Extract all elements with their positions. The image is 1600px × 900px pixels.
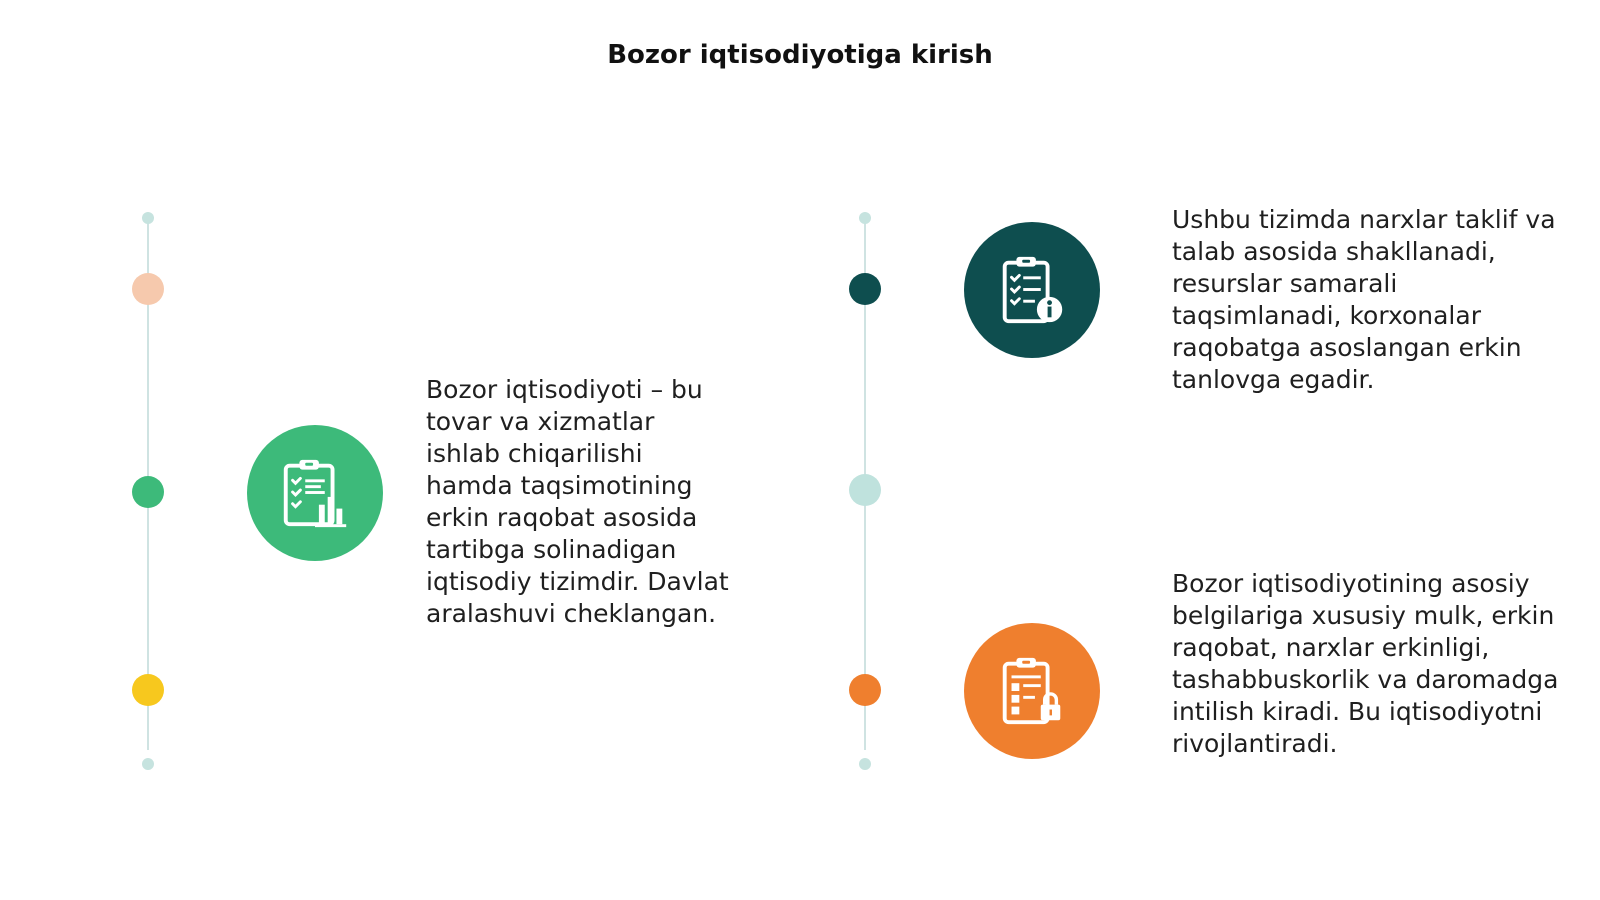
clipboard-chart-icon <box>247 425 383 561</box>
timeline-dot-mint <box>849 474 881 506</box>
timeline-dot-green <box>132 476 164 508</box>
timeline-dot-teal <box>849 273 881 305</box>
clipboard-info-icon <box>964 222 1100 358</box>
clipboard-lock-icon-graphic <box>993 652 1071 730</box>
clipboard-lock-icon <box>964 623 1100 759</box>
timeline-endpoint <box>859 212 871 224</box>
timeline-dot-yellow <box>132 674 164 706</box>
timeline-dot-peach <box>132 273 164 305</box>
clipboard-chart-icon-graphic <box>276 454 354 532</box>
timeline-endpoint <box>859 758 871 770</box>
clipboard-info-icon-graphic <box>993 251 1071 329</box>
page-title: Bozor iqtisodiyotiga kirish <box>607 40 993 70</box>
features-paragraph: Bozor iqtisodiyotining asosiy belgilariga xususiy mulk, erkin raqobat, narxlar erkinligi, tashabbuskorlik va daromadga intilish kiradi. Bu iqtisodiyotni rivojlantiradi. <box>1172 569 1559 758</box>
pricing-paragraph: Ushbu tizimda narxlar taklif va talab asosida shakllanadi, resurslar samarali taqsimlanadi, korxonalar raqobatga asoslangan erkin tanlovga egadir. <box>1172 205 1556 394</box>
timeline-endpoint <box>142 758 154 770</box>
timeline-endpoint <box>142 212 154 224</box>
timeline-dot-orange <box>849 674 881 706</box>
intro-paragraph: Bozor iqtisodiyoti – bu tovar va xizmatlar ishlab chiqarilishi hamda taqsimotining erkin raqobat asosida tartibga solinadigan iqtisodiy tizimdir. Davlat aralashuvi cheklangan. <box>426 375 729 628</box>
